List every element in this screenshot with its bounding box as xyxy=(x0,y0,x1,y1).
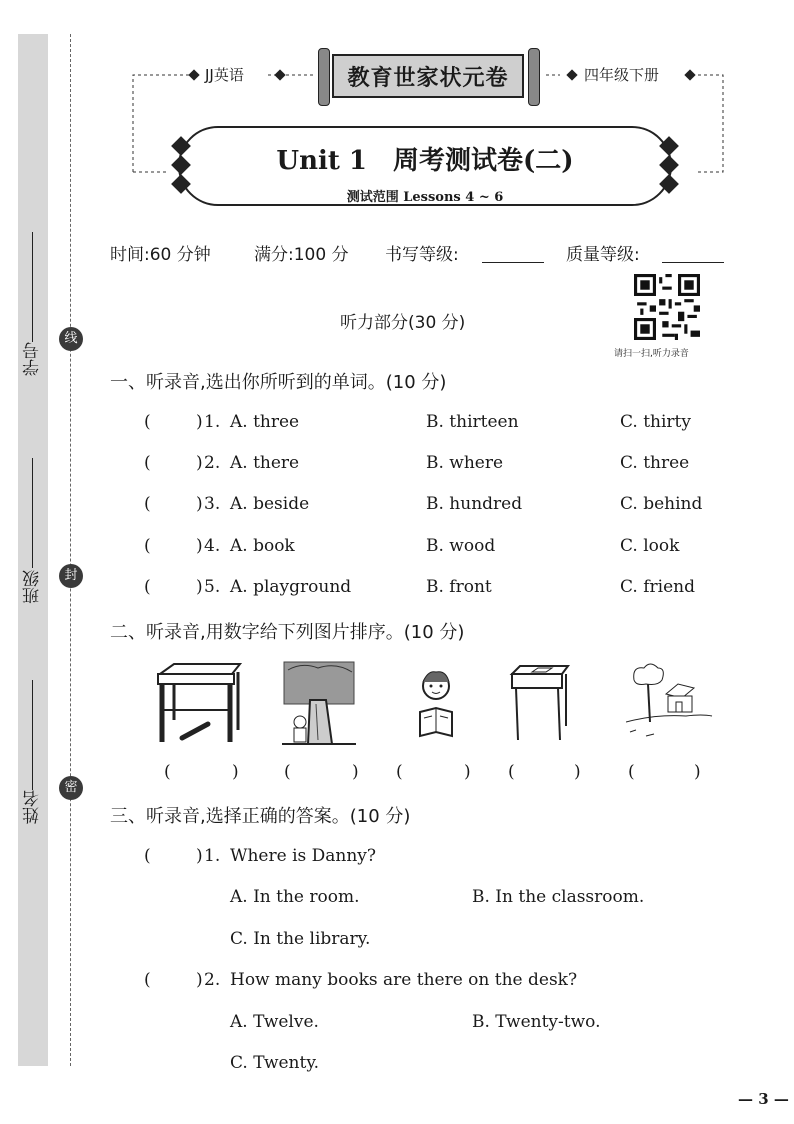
s1-q1-option-a[interactable]: A. three xyxy=(230,412,300,432)
answer-paren-open: ( xyxy=(284,762,291,782)
time-info: 时间:60 分钟 xyxy=(110,245,211,265)
answer-paren-close: ) xyxy=(694,762,701,782)
qr-code-icon[interactable] xyxy=(634,274,700,340)
s1-q5-num: 5. xyxy=(204,577,221,597)
answer-paren-close: ) xyxy=(196,494,203,514)
scroll-roll-left xyxy=(318,48,330,106)
answer-paren-open: ( xyxy=(144,412,151,432)
s3-q1-option-a[interactable]: A. In the room. xyxy=(230,887,360,907)
answer-paren-close: ) xyxy=(574,762,581,782)
section1-title: 一、听录音,选出你所听到的单词。(10 分) xyxy=(110,372,447,393)
answer-paren-open: ( xyxy=(508,762,515,782)
brand-scroll xyxy=(318,48,540,106)
s3-q1-option-b[interactable]: B. In the classroom. xyxy=(472,887,645,907)
section2-title: 二、听录音,用数字给下列图片排序。(10 分) xyxy=(110,622,465,643)
binding-strip xyxy=(18,34,48,1066)
s1-q1-option-b[interactable]: B. thirteen xyxy=(426,412,519,432)
answer-paren-close: ) xyxy=(196,536,203,556)
answer-paren-close: ) xyxy=(464,762,471,782)
answer-paren-close: ) xyxy=(196,846,203,866)
s1-q3-option-b[interactable]: B. hundred xyxy=(426,494,523,514)
writing-grade-field[interactable] xyxy=(482,262,544,263)
answer-paren-close: ) xyxy=(196,412,203,432)
picture-desk xyxy=(508,660,572,746)
answer-paren-open: ( xyxy=(144,970,151,990)
s3-q1-option-c[interactable]: C. In the library. xyxy=(230,929,371,949)
answer-paren-close: ) xyxy=(352,762,359,782)
answer-paren-open: ( xyxy=(164,762,171,782)
writing-grade-label: 书写等级: xyxy=(385,245,459,265)
answer-paren-open: ( xyxy=(144,494,151,514)
scroll-roll-right xyxy=(528,48,540,106)
s1-q4-num: 4. xyxy=(204,536,221,556)
s1-q1-num: 1. xyxy=(204,412,221,432)
student-id-label: 学号 xyxy=(23,342,43,376)
answer-paren-open: ( xyxy=(144,453,151,473)
picture-table-with-pen xyxy=(152,660,244,746)
s1-q4-option-c[interactable]: C. look xyxy=(620,536,680,556)
circle-seal: 封 xyxy=(59,564,83,588)
s1-q4-option-b[interactable]: B. wood xyxy=(426,536,496,556)
s1-q2-option-a[interactable]: A. there xyxy=(230,453,300,473)
s1-q5-option-a[interactable]: A. playground xyxy=(230,577,352,597)
s3-q2-num: 2. xyxy=(204,970,221,990)
s1-q3-num: 3. xyxy=(204,494,221,514)
s1-q5-option-c[interactable]: C. friend xyxy=(620,577,695,597)
s1-q4-option-a[interactable]: A. book xyxy=(230,536,295,556)
s3-q2-question: How many books are there on the desk? xyxy=(230,970,578,990)
s3-q1-question: Where is Danny? xyxy=(230,846,377,866)
answer-paren-open: ( xyxy=(144,846,151,866)
name-line xyxy=(32,680,33,790)
page-title: Unit 1 周考测试卷(二) xyxy=(276,146,574,176)
listening-section-title: 听力部分(30 分) xyxy=(340,313,466,333)
quality-grade-field[interactable] xyxy=(662,262,724,263)
s1-q2-option-b[interactable]: B. where xyxy=(426,453,504,473)
answer-paren-open: ( xyxy=(144,536,151,556)
picture-tree-and-house xyxy=(626,660,714,746)
class-label: 班级 xyxy=(23,570,43,604)
grade-tag: 四年级下册 xyxy=(584,66,660,84)
quality-grade-label: 质量等级: xyxy=(566,245,640,265)
brand-title: 教育世家状元卷 xyxy=(332,54,524,98)
s1-q2-option-c[interactable]: C. three xyxy=(620,453,690,473)
picture-boy-reading xyxy=(410,660,462,746)
s1-q5-option-b[interactable]: B. front xyxy=(426,577,492,597)
circle-secret: 密 xyxy=(59,776,83,800)
s1-q3-option-a[interactable]: A. beside xyxy=(230,494,310,514)
subject-tag: JJ英语 xyxy=(205,66,244,84)
full-score-info: 满分:100 分 xyxy=(254,245,349,265)
student-id-line xyxy=(32,232,33,342)
section3-title: 三、听录音,选择正确的答案。(10 分) xyxy=(110,806,411,827)
answer-paren-open: ( xyxy=(628,762,635,782)
s3-q2-option-b[interactable]: B. Twenty-two. xyxy=(472,1012,601,1032)
circle-line: 线 xyxy=(59,327,83,351)
class-line xyxy=(32,458,33,568)
answer-paren-close: ) xyxy=(196,970,203,990)
s3-q2-option-a[interactable]: A. Twelve. xyxy=(230,1012,319,1032)
s3-q2-option-c[interactable]: C. Twenty. xyxy=(230,1053,320,1073)
s1-q3-option-c[interactable]: C. behind xyxy=(620,494,703,514)
name-label: 姓名 xyxy=(23,790,43,824)
s1-q2-num: 2. xyxy=(204,453,221,473)
qr-caption: 请扫一扫,听力录音 xyxy=(614,349,689,359)
answer-paren-close: ) xyxy=(196,577,203,597)
answer-paren-open: ( xyxy=(396,762,403,782)
answer-paren-close: ) xyxy=(232,762,239,782)
cut-line xyxy=(70,34,71,1066)
s3-q1-num: 1. xyxy=(204,846,221,866)
page-number: — 3 — xyxy=(738,1090,789,1108)
answer-paren-close: ) xyxy=(196,453,203,473)
answer-paren-open: ( xyxy=(144,577,151,597)
page-subtitle: 测试范围 Lessons 4 ~ 6 xyxy=(346,190,504,205)
picture-boy-behind-tree xyxy=(282,660,356,746)
s1-q1-option-c[interactable]: C. thirty xyxy=(620,412,691,432)
